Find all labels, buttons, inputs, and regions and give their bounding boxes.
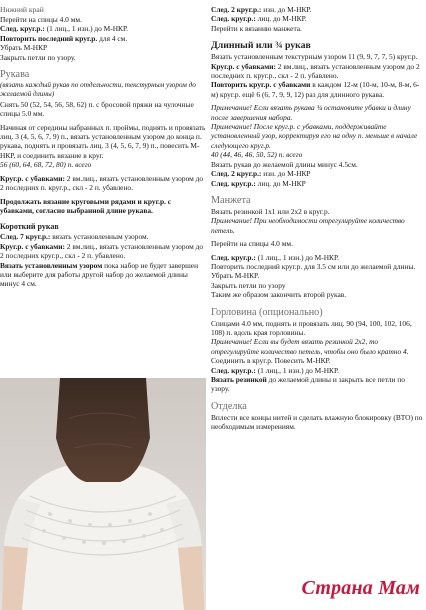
right-column	[211, 0, 423, 432]
text-line: След. круг.р.: лиц. до М-НКР	[211, 178, 306, 188]
text-line: Вязать установленным узором пока набор не будет завершен или выберите для работы другой набор до желаемой длины минус 4 см.	[0, 260, 199, 289]
text-line: Закрыть петли по узору	[211, 280, 286, 290]
text-line: Убрать М-НКР	[0, 43, 48, 53]
text-line: Перейти на спицы 4.0 мм.	[211, 239, 293, 249]
left-column	[0, 0, 206, 289]
text-line: След. 2 круг.р.: изн. до М-НКР.	[211, 5, 312, 14]
text-line: След. 7 круг.р.: вязать установленным узором.	[0, 232, 149, 242]
text-line: Повторить последний круг.р. для 3.5 см или до желаемой длины.	[211, 261, 416, 271]
note: Примечание! При необходимости отрегулируйте количество петель.	[211, 216, 405, 235]
text-line: Снять 50 (52, 54, 56, 58, 62) п. с бросовой пряжи на чулочные спицы 5.0 мм.	[0, 99, 194, 119]
text-line: След. круг.р.: (1 лиц., 1 изн.) до М-НКР.	[0, 24, 129, 34]
text-line: Вязать рукав до желаемой длины минус 4.5см.	[211, 159, 358, 169]
note: Примечание! Если вязать рукава ¾ остановите убавки и длину после завершения набора.	[211, 103, 411, 122]
text-line: Соединить в круг.р. Повесить М-НКР.	[211, 356, 331, 366]
stitch-total: 40 (44, 46, 46, 50, 52) п. всего	[211, 150, 303, 160]
lower-edge-heading: Нижний край	[0, 5, 44, 14]
short-sleeve-heading: Короткий рукав	[0, 222, 59, 232]
text-line: Круг.р. с убавками: 2 вм.лиц., вязать установленным узором до 2 последних круг.р., скл - 2 п. убавлено.	[0, 241, 204, 261]
sleeves-heading: Рукава	[0, 69, 30, 81]
collar-heading: Горловина (опционально)	[211, 306, 323, 318]
sleeves-note: (вязать каждый рукав по отдельности, текстурным узором до желаемой длины)	[0, 81, 196, 99]
text-line: Начиная от середины набранных п. проймы, поднять и провязать лиц. 3 (4, 5, 6, 7, 9) п., вязать установленным узором до конца п. рукава, поднять и провязать лиц. 3 (4, 5, 6, 7, 9) п., повесить М-НКР, и соединить вязание в круг.	[0, 122, 206, 160]
text-line: Повторить круг.р. с убавками в каждом 12-м (10-м, 10-м, 8-м, 6-м) круг.р. ещё 6 (6, 7, 9, 9, 12) раз для длинного рукава.	[211, 80, 420, 99]
text-line: Спицами 4.0 мм, поднять и провязать лиц. 90 (94, 100, 102, 106, 108) п. вдоль края горловины.	[211, 318, 412, 337]
text-line: Вязать резинкой до желаемой длины и закрыть все петли по узору.	[211, 375, 405, 394]
long-sleeve-heading: Длинный или ¾ рукав	[211, 40, 311, 52]
text-line: След. 2 круг.р.: изн. до М-НКР	[211, 169, 311, 179]
text-line: Продолжать вязание круговыми рядами и круг.р. с убавками, согласно выбранной длине рукава.	[0, 196, 172, 215]
text-line: След. круг.р.: лиц. до М-НКР.	[211, 14, 307, 24]
sweater-photo-illustration	[0, 378, 206, 610]
text-line: Вязать резинкой 1х1 или 2х2 в круг.р.	[211, 206, 330, 216]
text-line: Повторить последний круг.р. для 4 см.	[0, 33, 128, 43]
text-line: Перейти на спицы 4.0 мм.	[0, 15, 82, 24]
text-line: Таким же образом закончить второй рукав.	[211, 290, 347, 300]
text-line: След. круг.р.: (1 лиц., 1 изн.) до М-НКР.	[211, 252, 340, 262]
text-line: Вплести все концы нитей и сделать влажную блокировку (ВТО) по необходимым измерениям.	[211, 412, 423, 432]
text-line: Убрать М-НКР.	[211, 271, 260, 281]
text-line: Перейти к вязанию манжета.	[211, 23, 302, 33]
sweater-photo	[0, 378, 206, 610]
text-line: Круг.р. с убавками: 2 вм.лиц., вязать установленным узором до 2 последних п. круг.р., скл - 2 п. убавлено.	[0, 173, 204, 193]
cuff-heading: Манжета	[211, 194, 251, 206]
note: Примечание! После круг.р. с убавками, поддерживайте установленный узор, корректируя его на одну п. меньше в начале следующего круг.р.	[211, 122, 418, 150]
text-line: Круг.р. с убавками: 2 вм.лиц., вязать установленным узором до 2 последних п. круг.р., скл - 2 п. убавлено.	[211, 61, 420, 81]
stitch-total: 56 (60, 64, 68, 72, 80) п. всего	[0, 160, 92, 170]
note: Примечание! Если вы будет вязать резинкой 2х2, то отрегулируйте количество петель, чтобы оно было кратно 4.	[211, 337, 409, 356]
text-line: Закрыть петли по узору.	[0, 52, 76, 62]
text-line: Вязать установленным текстурным узором 11 (9, 9, 7, 7, 5) круг.р.	[211, 52, 418, 62]
finishing-heading: Отделка	[211, 400, 247, 412]
watermark-logo: Страна Мам	[301, 577, 420, 599]
text-line: След. круг.р.: (1 лиц., 1 изн.) до М-НКР.	[211, 365, 340, 375]
